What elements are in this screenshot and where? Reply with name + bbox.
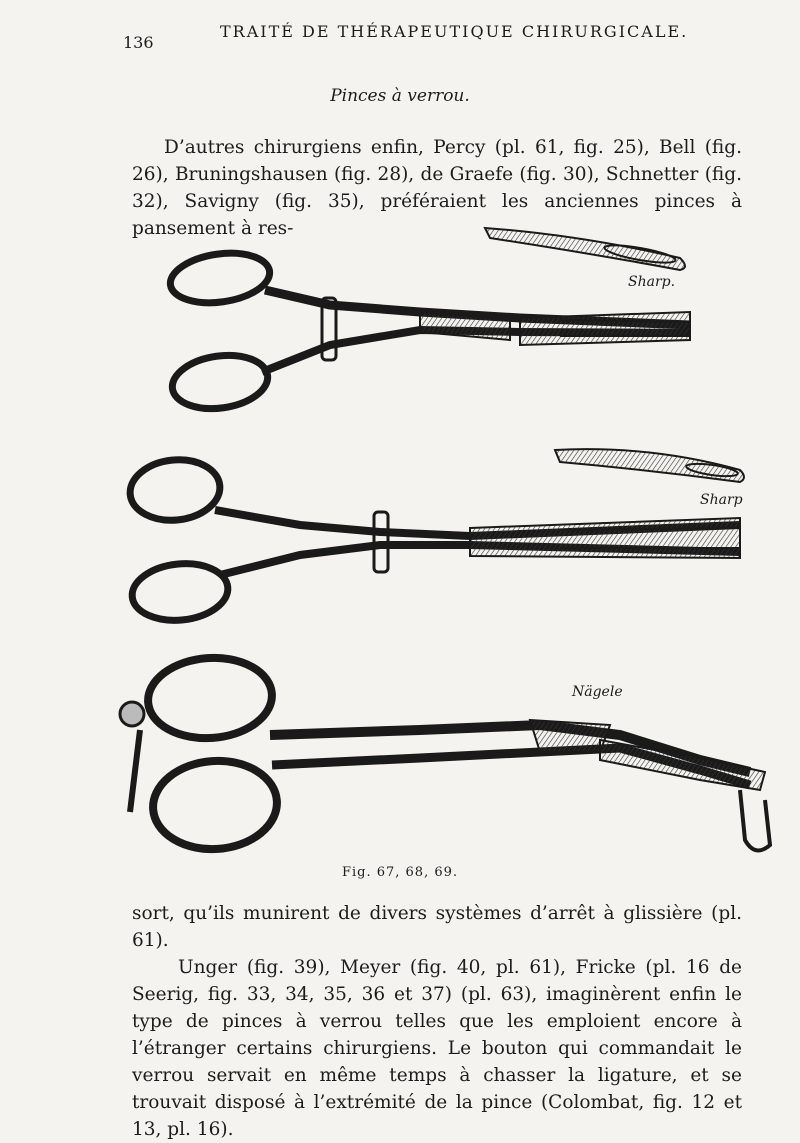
forceps-fig69 xyxy=(120,654,770,853)
forceps-fig67 xyxy=(167,228,690,414)
paragraph-bottom-text: Unger (fig. 39), Meyer (fig. 40, pl. 61), Fricke (pl. 16 de Seerig, fig. 33, 34, 35, 36 et 37) (pl. 63), imaginèrent enfin le type de pinces à verrou telles que les emploient encore à l’étranger certains chirurgiens. Le bouton qui commandait le verrou servait en même temps à chasser la ligature, et se trouvait disposé à l’extrémité de la pince (Colombat, fig. 12 et 13, pl. 16). xyxy=(132,957,742,1140)
figure-caption: Fig. 67, 68, 69. xyxy=(341,865,459,880)
maker-label-sharp-1: Sharp. xyxy=(628,274,676,290)
maker-label-nagele: Nägele xyxy=(572,684,623,700)
page-number: 136 xyxy=(123,33,154,52)
forceps-fig68 xyxy=(127,449,744,625)
running-title: TRAITÉ DE THÉRAPEUTIQUE CHIRURGICALE. xyxy=(220,22,689,41)
paragraph-top: D’autres chirurgiens enfin, Percy (pl. 61, fig. 25), Bell (fig. 26), Bruningshausen (fig. 28), de Graefe (fig. 30), Schnetter (fig. 32), Savigny (fig. 35), préféraient les anciennes pinces à pansement à res- xyxy=(132,137,742,239)
paragraph-bottom xyxy=(132,900,742,1143)
paragraph-bottom-line1: sort, qu’ils munirent de divers systèmes d’arrêt à glissière (pl. 61). xyxy=(132,903,742,951)
maker-label-sharp-2: Sharp xyxy=(700,492,743,508)
section-title: Pinces à verrou. xyxy=(330,86,470,106)
